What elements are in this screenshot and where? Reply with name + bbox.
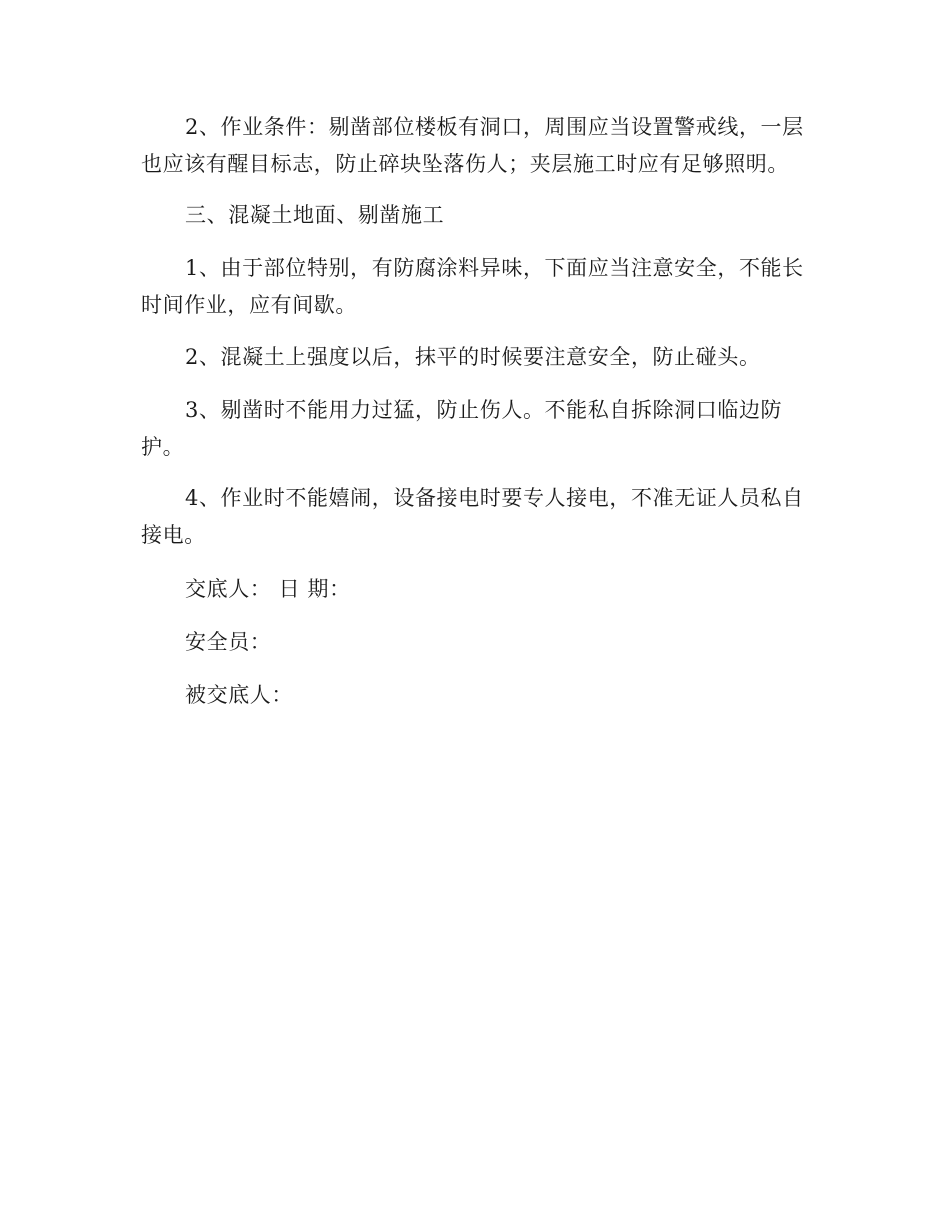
signature-safety-officer: 安全员： xyxy=(185,630,272,654)
paragraph-work-conditions: 2、作业条件：剔凿部位楼板有洞口，周围应当设置警戒线，一层也应该有醒目标志，防止碎块坠落伤人；夹层施工时应有足够照明。 xyxy=(141,115,804,176)
paragraph-item-3: 3、剔凿时不能用力过猛，防止伤人。不能私自拆除洞口临边防护。 xyxy=(141,398,783,459)
paragraph-item-4: 4、作业时不能嬉闹，设备接电时要专人接电，不准无证人员私自接电。 xyxy=(141,486,804,547)
signature-handover-line: 交底人： 日 期： xyxy=(185,577,351,601)
paragraph-item-2: 2、混凝土上强度以后，抹平的时候要注意安全，防止碰头。 xyxy=(185,345,761,369)
paragraph-item-1: 1、由于部位特别，有防腐涂料异味，下面应当注意安全，不能长时间作业，应有间歇。 xyxy=(141,256,804,317)
signature-recipient: 被交底人： xyxy=(185,683,293,707)
section-heading-concrete-floor: 三、混凝土地面、剔凿施工 xyxy=(185,203,445,227)
